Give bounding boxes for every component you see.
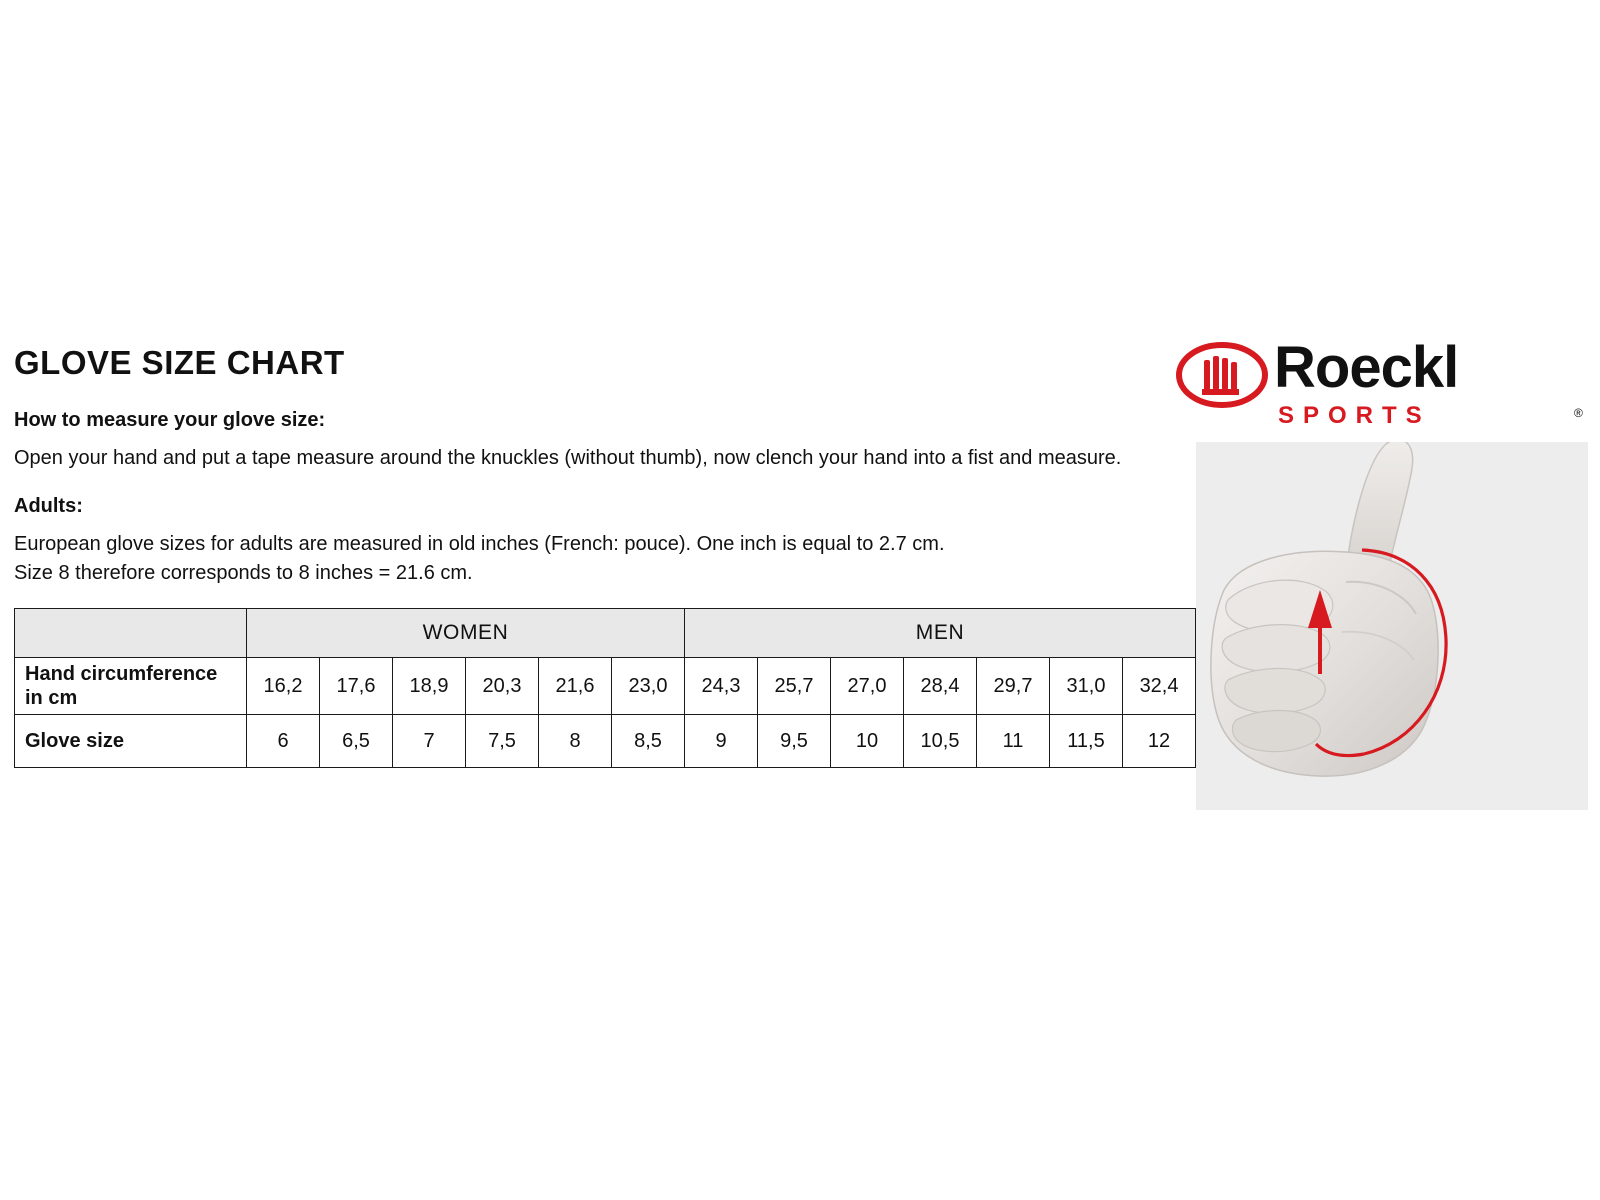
- brand-tagline: SPORTS: [1278, 402, 1431, 429]
- table-row-glove-size: [15, 715, 1196, 768]
- adults-text-line1: European glove sizes for adults are measured in old inches (French: pouce). One inch is equal to 2.7 cm.: [14, 533, 945, 556]
- table-cell: 9: [685, 715, 758, 768]
- table-cell: 21,6: [539, 658, 612, 715]
- table-cell: 24,3: [685, 658, 758, 715]
- group-header-women: [247, 609, 685, 658]
- table-cell: 16,2: [247, 658, 320, 715]
- table-cell: 32,4: [1123, 658, 1196, 715]
- group-label-women: WOMEN: [422, 621, 509, 645]
- table-cell: 11,5: [1050, 715, 1123, 768]
- table-cell: 20,3: [466, 658, 539, 715]
- hand-measuring-photo: [1196, 442, 1588, 810]
- table-cell: 12: [1123, 715, 1196, 768]
- row-label-glove-size: Glove size: [15, 715, 247, 768]
- row-label-circumference: Hand circumference in cm: [15, 658, 247, 715]
- table-cell: 18,9: [393, 658, 466, 715]
- table-cell: 17,6: [320, 658, 393, 715]
- table-cell: 10: [831, 715, 904, 768]
- table-cell: 8: [539, 715, 612, 768]
- brand-wordmark: Roeckl: [1274, 335, 1459, 400]
- adults-text-line2: Size 8 therefore corresponds to 8 inches = 21.6 cm.: [14, 562, 473, 585]
- group-label-men: MEN: [915, 621, 965, 645]
- table-cell: 9,5: [758, 715, 831, 768]
- content-column: [14, 345, 1194, 768]
- group-header-men: [685, 609, 1196, 658]
- table-cell: 29,7: [977, 658, 1050, 715]
- table-cell: 23,0: [612, 658, 685, 715]
- table-cell: 6,5: [320, 715, 393, 768]
- table-row-circumference: [15, 658, 1196, 715]
- registered-mark: ®: [1574, 406, 1583, 420]
- glove-size-table: [14, 608, 1196, 768]
- table-cell: 28,4: [904, 658, 977, 715]
- table-cell: 7,5: [466, 715, 539, 768]
- table-cell: 10,5: [904, 715, 977, 768]
- table-cell: 7: [393, 715, 466, 768]
- roeckl-mark-icon: [1176, 342, 1268, 408]
- table-cell: 27,0: [831, 658, 904, 715]
- adults-heading: Adults:: [14, 495, 83, 518]
- table-cell: 6: [247, 715, 320, 768]
- brand-logo: [1196, 330, 1586, 442]
- table-cell: 11: [977, 715, 1050, 768]
- table-cell: 25,7: [758, 658, 831, 715]
- how-to-text: Open your hand and put a tape measure around the knuckles (without thumb), now clench your hand into a fist and measure.: [14, 447, 1122, 470]
- header-corner-cell: [15, 609, 247, 658]
- table-cell: 31,0: [1050, 658, 1123, 715]
- table-header-row: [15, 609, 1196, 658]
- brand-and-photo-panel: [1196, 330, 1586, 442]
- table-cell: 8,5: [612, 715, 685, 768]
- how-to-heading: How to measure your glove size:: [14, 409, 326, 432]
- page-title: GLOVE SIZE CHART: [14, 344, 345, 381]
